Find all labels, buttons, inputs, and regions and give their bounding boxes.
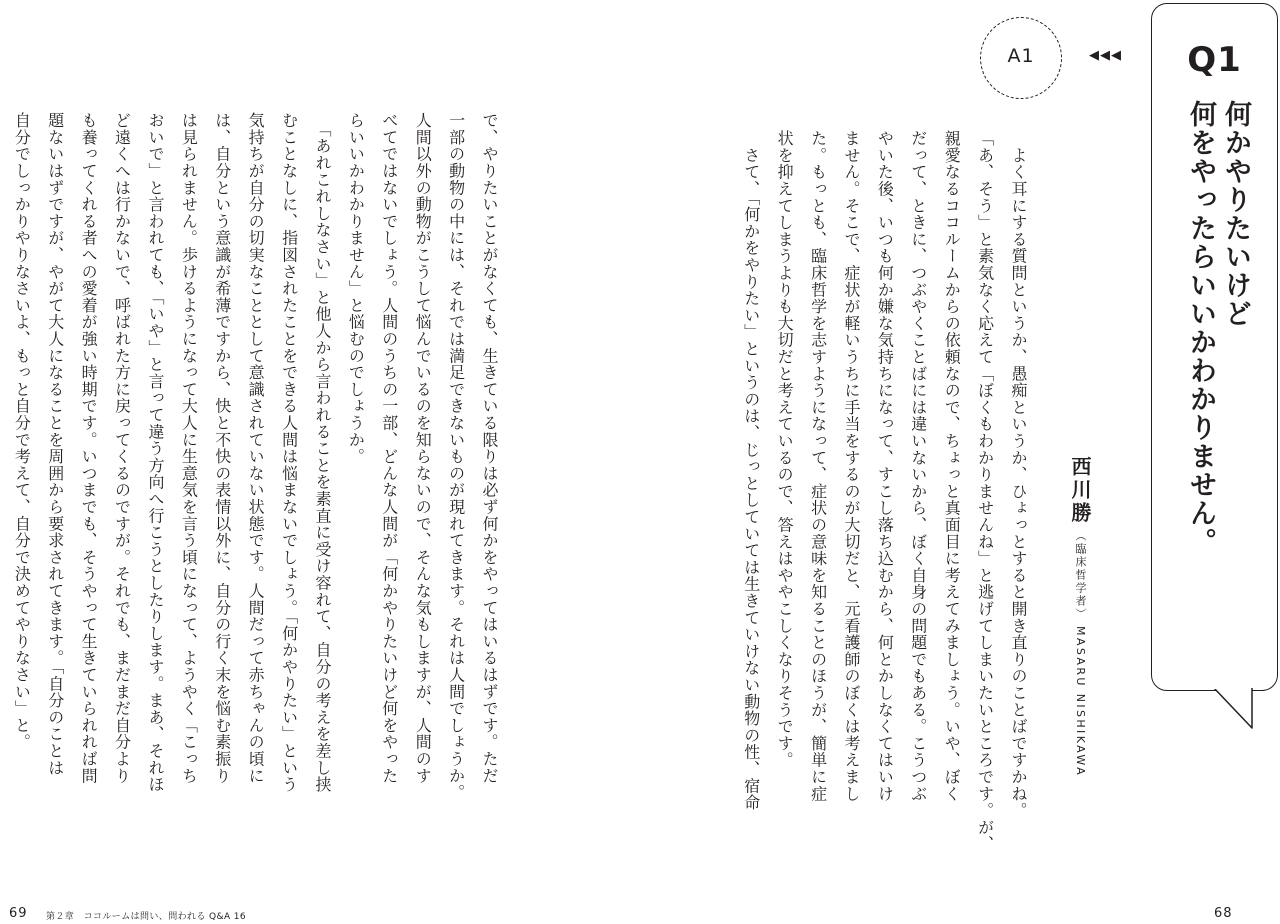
body-line: 「あ、そう」と素気なく応えて「ぼくもわかりませんね」と逃げてしまいたいところです。が、 xyxy=(975,130,995,853)
body-line: 「あれこれしなさい」と他人から言われることを素直に受け容れて、自分の考えを差し挟 xyxy=(312,112,332,793)
author-romaji: MASARU NISHIKAWA xyxy=(1074,626,1087,778)
chapter-running-head: 第２章 ココルームは問い、問われる Q&A 16 xyxy=(46,912,247,922)
body-line: べてではないでしょう。人間のうちの一部、どんな人間が「何かやりたいけど何をやった xyxy=(379,112,399,784)
body-text-left-page xyxy=(4,112,506,802)
body-line: 人間以外の動物がこうして悩んでいるのを知らないので、そんな気もしますが、人間のす xyxy=(413,112,433,784)
question-card-tail xyxy=(1214,688,1258,730)
body-line: よく耳にする質問というか、愚痴というか、ひょっとすると開き直りのことばですかね。 xyxy=(1009,130,1028,819)
body-line: は、自分という意識が希薄ですから、快と不快の表情以外に、自分の行く末を悩む素振り xyxy=(212,112,232,784)
body-text-right-page xyxy=(735,130,1035,853)
question-label: Q1 xyxy=(1187,40,1242,80)
body-line: で、やりたいことがなくても、生きている限りは必ず何かをやってはいるはずです。ただ xyxy=(480,112,499,784)
body-line: た。もっとも、臨床哲学を志すようになって、症状の意味を知ることのほうが、簡単に症 xyxy=(808,130,828,802)
body-line: 気持ちが自分の切実なこととして意識されていない状態です。人間だって赤ちゃんの頃に xyxy=(246,112,266,784)
body-line: も養ってくれる者への愛着が強い時期です。いつまでも、そうやって生きていられれば問 xyxy=(79,112,99,784)
body-line: 自分でしっかりやりなさいよ、もっと自分で考えて、自分で決めてやりなさい」と。 xyxy=(12,112,32,751)
body-line: ません。そこで、症状が軽いうちに手当をするのが大切だと、元看護師のぼくは考えまし xyxy=(841,130,861,802)
body-line: は見られません。歩けるようになって大人に生意気を言う頃になって、ようやく「こっち xyxy=(179,112,199,784)
page-number-left: 69 xyxy=(9,906,28,921)
body-line: 親愛なるココルームからの依頼なので、ちょっと真面目に考えてみましょう。いや、ぼく xyxy=(942,130,962,802)
body-line: おいで」と言われても、「いや」と言って違う方向へ行こうとしたりします。まあ、それほ xyxy=(145,112,165,793)
body-line: 状を抑えてしまうよりも大切だと考えているので、答えはややこしくなりそうです。 xyxy=(775,130,795,769)
body-line: 題ないはずですが、やがて大人になることを周囲から要求されてきます。「自分のことは xyxy=(45,112,65,776)
body-line: 一部の動物の中には、それでは満足できないものが現れてきます。それは人間でしょうか。 xyxy=(446,112,466,801)
question-text-line-2: 何をやったらいいかわかりません。 xyxy=(1185,100,1216,556)
author-role: （臨床哲学者） xyxy=(1074,530,1087,621)
body-line: むことなしに、指図されたことをできる人間は悩まないでしょう。「何かやりたい」という xyxy=(279,112,299,793)
triangle-arrows-icon: ◀◀◀ xyxy=(1089,48,1122,63)
body-line: ど遠くへは行かないで、呼ばれた方に戻ってくるのですが。それでも、まだまだ自分より xyxy=(112,112,132,784)
question-text-line-1: 何かやりたいけど xyxy=(1220,100,1251,328)
body-line: らいいかわかりません」と悩むのでしょうか。 xyxy=(346,112,366,465)
answer-label: A1 xyxy=(1007,45,1035,67)
page-number-right: 68 xyxy=(1214,906,1233,921)
body-line: だって、ときに、つぶやくことばには違いないから、ぼく自身の問題でもある。こうつぶ xyxy=(908,130,928,802)
author-name: 西川勝 xyxy=(1068,456,1092,525)
body-line: やいた後、いつも何か嫌な気持ちになって、すこし落ち込むから、何とかしなくてはいけ xyxy=(875,130,895,802)
body-line: さて、「何かをやりたい」というのは、じっとしていては生きていけない動物の性、宿命 xyxy=(741,130,761,811)
